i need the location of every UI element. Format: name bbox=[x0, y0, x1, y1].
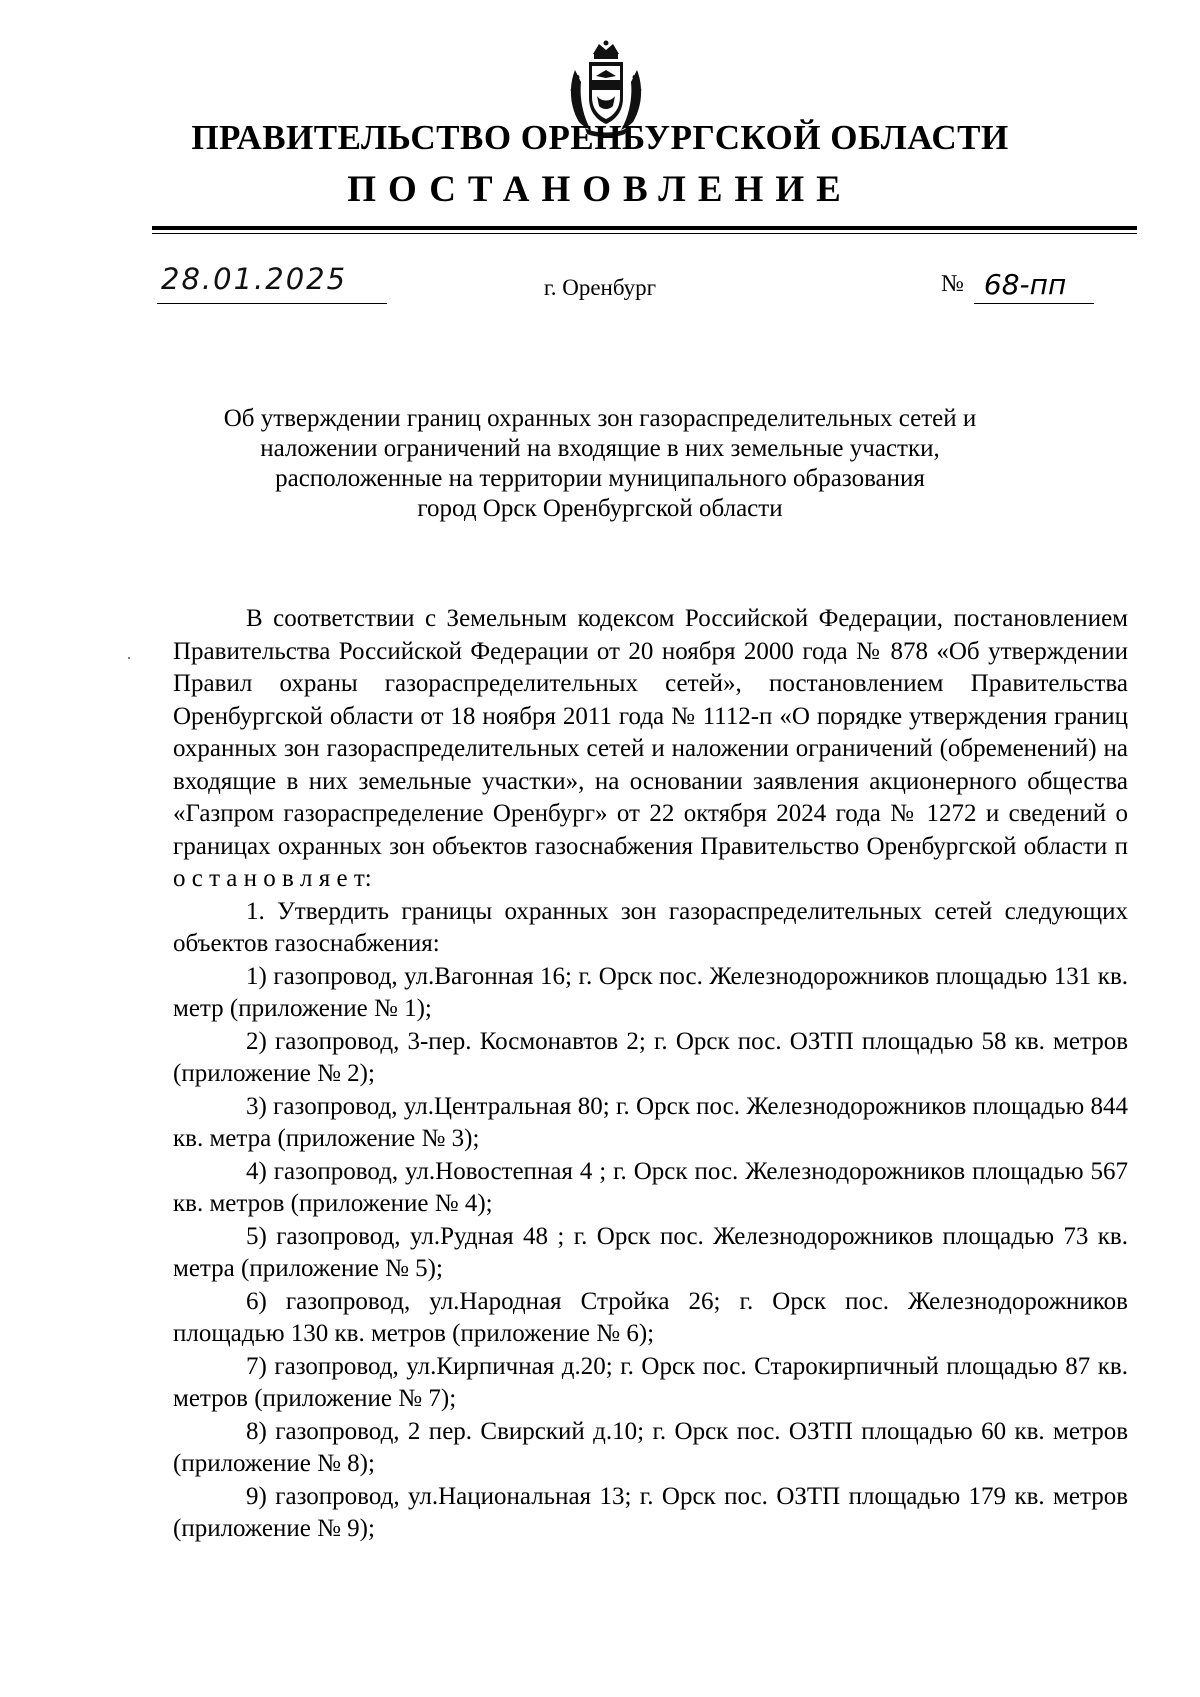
list-item: 3) газопровод, ул.Центральная 80; г. Орск пос. Железнодорожников площадью 844 кв. метра (приложение № 3); bbox=[173, 1092, 1128, 1152]
list-item: 4) газопровод, ул.Новостепная 4 ; г. Орск пос. Железнодорожников площадью 567 кв. метров (приложение № 4); bbox=[173, 1157, 1128, 1217]
subject-line: наложении ограничений на входящие в них земельные участки, bbox=[260, 435, 940, 462]
document-body bbox=[173, 603, 1128, 1546]
header-rule-thick bbox=[152, 226, 1137, 230]
point-1-paragraph: 1. Утвердить границы охранных зон газораспределительных сетей следующих объектов газоснабжения: bbox=[173, 897, 1128, 957]
document-subject bbox=[150, 404, 1050, 524]
number-value: 68-пп bbox=[974, 268, 1094, 304]
list-item: 2) газопровод, 3-пер. Космонавтов 2; г. Орск пос. ОЗТП площадью 58 кв. метров (приложение № 2); bbox=[173, 1027, 1128, 1087]
list-item: 5) газопровод, ул.Рудная 48 ; г. Орск пос. Железнодорожников площадью 73 кв. метра (приложение № 5); bbox=[173, 1222, 1128, 1282]
list-item: 8) газопровод, 2 пер. Свирский д.10; г. Орск пос. ОЗТП площадью 60 кв. метров (приложение № 8); bbox=[173, 1417, 1128, 1477]
number-sign: № bbox=[941, 271, 964, 297]
document-city: г. Оренбург bbox=[543, 275, 657, 300]
subject-line: расположенные на территории муниципального образования bbox=[275, 465, 925, 492]
header-rule-thin bbox=[152, 233, 1137, 234]
subject-line: Об утверждении границ охранных зон газораспределительных сетей и bbox=[223, 405, 977, 432]
preamble-paragraph: В соответствии с Земельным кодексом Российской Федерации, постановлением Правительства Российской Федерации от 20 ноября 2000 года № 878 «Об утверждении Правил охраны газораспределительных сетей», постановлением Правительства Оренбургской области от 18 ноября 2011 года № 1112-п «О порядке утверждения границ охранных зон газораспределительных сетей и наложении ограничений (обременений) на входящие в них земельные участки», на основании заявления акционерного общества «Газпром газораспределение Оренбург» от 22 октября 2024 года № 1272 и сведений о границах охранных зон объектов газоснабжения Правительство Оренбургской области п о с т а н о в л я е т: bbox=[173, 605, 1128, 892]
government-title: ПРАВИТЕЛЬСТВО ОРЕНБУРГСКОЙ ОБЛАСТИ bbox=[191, 118, 1009, 157]
list-item: 9) газопровод, ул.Национальная 13; г. Орск пос. ОЗТП площадью 179 кв. метров (приложение № 9); bbox=[173, 1482, 1128, 1542]
list-item: 6) газопровод, ул.Народная Стройка 26; г. Орск пос. Железнодорожников площадью 130 кв. метров (приложение № 6); bbox=[173, 1287, 1128, 1347]
document-type: ПОСТАНОВЛЕНИЕ bbox=[347, 169, 853, 210]
list-item: 1) газопровод, ул.Вагонная 16; г. Орск пос. Железнодорожников площадью 131 кв. метр (приложение № 1); bbox=[173, 962, 1128, 1022]
document-date: 28.01.2025 bbox=[157, 262, 387, 304]
scan-speck bbox=[128, 657, 130, 659]
list-item: 7) газопровод, ул.Кирпичная д.20; г. Орск пос. Старокирпичный площадью 87 кв. метров (приложение № 7); bbox=[173, 1352, 1128, 1412]
document-number bbox=[941, 262, 1094, 304]
subject-line: город Орск Оренбургской области bbox=[417, 495, 783, 522]
